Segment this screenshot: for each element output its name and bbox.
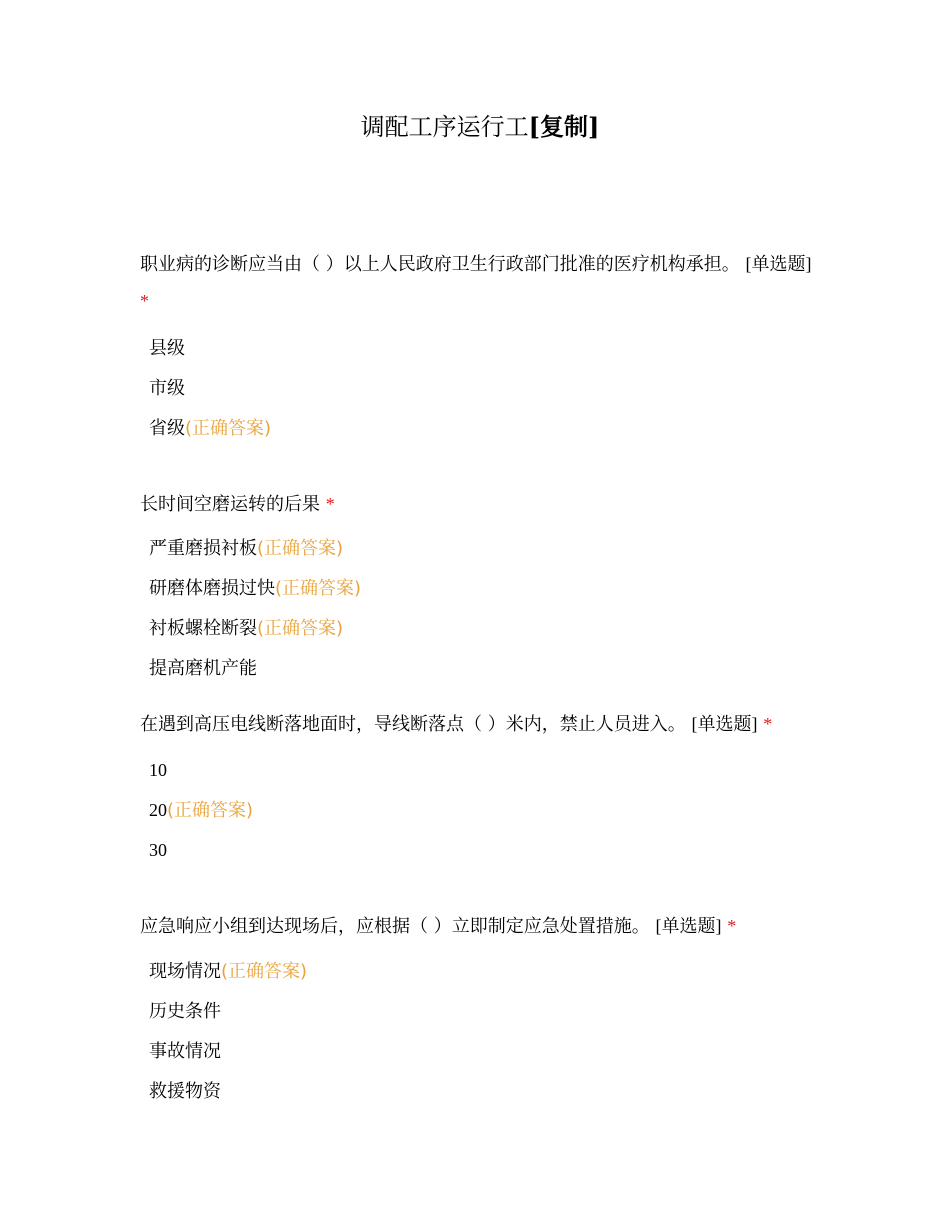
option-item[interactable] xyxy=(140,329,815,369)
question-text: 长时间空磨运转的后果 xyxy=(140,494,320,515)
option-label: 研磨体磨损过快 xyxy=(149,578,275,599)
option-item[interactable] xyxy=(140,750,815,790)
question-3-options xyxy=(140,750,815,870)
option-label: 事故情况 xyxy=(149,1041,221,1062)
option-item[interactable] xyxy=(140,649,815,689)
option-label: 30 xyxy=(149,840,167,860)
option-item[interactable] xyxy=(140,952,815,992)
required-mark: * xyxy=(727,916,737,936)
page-title-main: 调配工序运行工 xyxy=(360,113,529,141)
option-item[interactable] xyxy=(140,790,815,830)
option-label: 市级 xyxy=(149,378,185,399)
correct-answer-tag: (正确答案) xyxy=(257,618,344,639)
option-label: 县级 xyxy=(149,338,185,359)
option-label: 衬板螺栓断裂 xyxy=(149,618,257,639)
question-text: 职业病的诊断应当由（ ）以上人民政府卫生行政部门批准的医疗机构承担。 xyxy=(140,254,740,275)
option-label: 历史条件 xyxy=(149,1001,221,1022)
option-item[interactable] xyxy=(140,1072,815,1112)
correct-answer-tag: (正确答案) xyxy=(167,800,254,821)
question-2-text xyxy=(140,486,815,523)
question-1 xyxy=(140,246,815,449)
option-label: 10 xyxy=(149,760,167,780)
question-type: [单选题] xyxy=(655,916,722,936)
option-item[interactable] xyxy=(140,569,815,609)
option-label: 省级 xyxy=(149,418,185,439)
option-label: 20 xyxy=(149,800,167,820)
option-item[interactable] xyxy=(140,992,815,1032)
question-3 xyxy=(140,706,815,870)
question-1-options xyxy=(140,329,815,449)
option-label: 提高磨机产能 xyxy=(149,658,257,679)
required-mark: * xyxy=(140,291,149,311)
question-text: 应急响应小组到达现场后，应根据（ ）立即制定应急处置措施。 xyxy=(140,916,650,937)
question-type: [单选题] xyxy=(745,254,812,274)
question-text: 在遇到高压电线断落地面时，导线断落点（ ）米内，禁止人员进入。 xyxy=(140,714,686,735)
page-title-copy-tag: [复制] xyxy=(528,112,600,141)
option-label: 救援物资 xyxy=(149,1081,221,1102)
question-4-options xyxy=(140,952,815,1112)
page-title xyxy=(0,110,950,144)
option-item[interactable] xyxy=(140,369,815,409)
question-type: [单选题] xyxy=(691,714,758,734)
correct-answer-tag: (正确答案) xyxy=(275,578,362,599)
correct-answer-tag: (正确答案) xyxy=(185,418,272,439)
correct-answer-tag: (正确答案) xyxy=(221,961,308,982)
option-item[interactable] xyxy=(140,1032,815,1072)
question-3-text xyxy=(140,706,815,743)
required-mark: * xyxy=(763,714,773,734)
option-label: 现场情况 xyxy=(149,961,221,982)
option-item[interactable] xyxy=(140,409,815,449)
question-2 xyxy=(140,486,815,689)
required-mark: * xyxy=(325,494,335,514)
option-item[interactable] xyxy=(140,529,815,569)
question-1-text xyxy=(140,246,815,320)
question-4 xyxy=(140,908,815,1112)
question-4-text xyxy=(140,908,815,945)
question-2-options xyxy=(140,529,815,689)
option-label: 严重磨损衬板 xyxy=(149,538,257,559)
option-item[interactable] xyxy=(140,830,815,870)
option-item[interactable] xyxy=(140,609,815,649)
correct-answer-tag: (正确答案) xyxy=(257,538,344,559)
